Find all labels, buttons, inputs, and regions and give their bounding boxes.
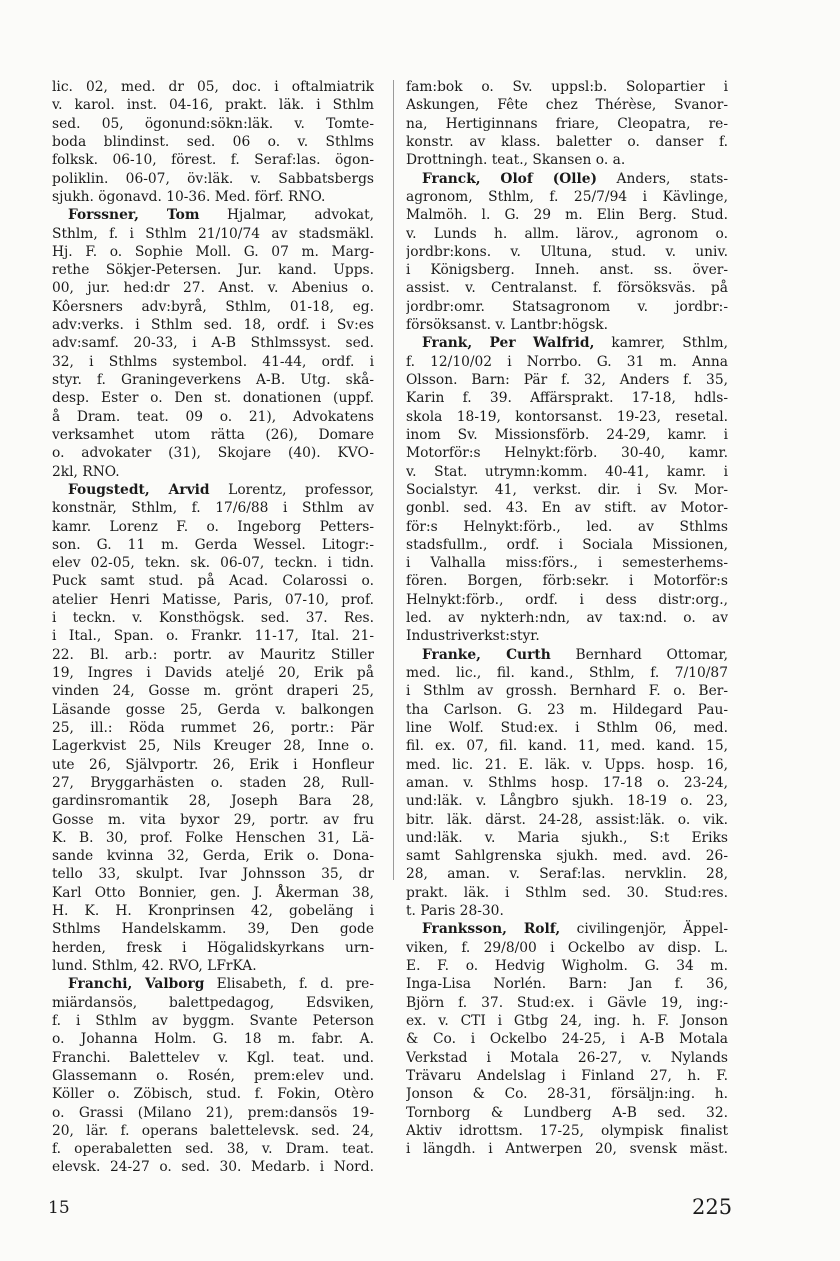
text-line [52, 261, 374, 279]
line-text: 20, lär. f. operans balettelevsk. sed. 24, [52, 1122, 374, 1139]
text-line [406, 719, 728, 737]
line-text: Puck samt stud. på Acad. Colarossi o. [52, 573, 374, 590]
text-line [406, 1085, 728, 1103]
text-line [52, 188, 374, 206]
line-text: fam:bok o. Sv. uppsl:b. Solopartier i [406, 79, 728, 95]
text-line [406, 261, 728, 279]
line-text: o. advokater (31), Skojare (40). KVO- [52, 445, 374, 462]
text-line [52, 1122, 374, 1140]
text-line [52, 115, 374, 133]
text-line [52, 1104, 374, 1122]
line-text: Tornborg & Lundberg A-B sed. 32. [406, 1104, 728, 1121]
text-line [52, 170, 374, 188]
text-line [406, 737, 728, 755]
text-line [406, 627, 728, 645]
line-text: elev 02-05, tekn. sk. 06-07, teckn. i tidn. [52, 555, 374, 572]
text-line [52, 96, 374, 114]
entry-headword: Franck, Olof (Olle) [422, 170, 598, 187]
text-line [52, 225, 374, 243]
text-line [52, 847, 374, 865]
text-line [406, 884, 728, 902]
line-text: atelier Henri Matisse, Paris, 07-10, prof. [52, 591, 374, 608]
line-text: t. Paris 28-30. [406, 903, 504, 920]
entry-first-line [52, 206, 374, 224]
line-text: prakt. läk. i Sthlm sed. 30. Stud:res. [406, 884, 728, 901]
line-text: stadsfullm., ordf. i Sociala Missionen, [406, 536, 728, 553]
line-text: Socialstyr. 41, verkst. dir. i Sv. Mor- [406, 481, 728, 498]
text-line [52, 756, 374, 774]
line-text: kamr. Lorenz F. o. Ingeborg Petters- [52, 518, 374, 535]
entry-headword: Franke, Curth [422, 646, 551, 663]
line-text: Trävaru Andelslag i Finland 27, h. F. [406, 1067, 728, 1084]
text-line [406, 1067, 728, 1085]
line-text: inom Sv. Missionsförb. 24-29, kamr. i [406, 426, 728, 443]
line-text: o. Johanna Holm. G. 18 m. fabr. A. [52, 1031, 374, 1048]
line-text: v. karol. inst. 04-16, prakt. läk. i Sthlm [52, 97, 374, 114]
text-line [52, 1085, 374, 1103]
line-text: 32, i Sthlms systembol. 41-44, ordf. i [52, 353, 374, 370]
text-line [406, 279, 728, 297]
line-text: Verkstad i Motala 26-27, v. Nylands [406, 1049, 728, 1066]
line-text: sande kvinna 32, Gerda, Erik o. Dona- [52, 848, 374, 865]
text-line [406, 206, 728, 224]
text-line [406, 1104, 728, 1122]
line-text: H. K. H. Kronprinsen 42, gobeläng i [52, 903, 374, 920]
line-text: Hjalmar, advokat, [199, 207, 374, 224]
line-text: med. lic., fil. kand., Sthlm, f. 7/10/87 [406, 665, 728, 681]
line-text: tello 33, skulpt. Ivar Johnsson 35, dr [52, 866, 374, 883]
line-text: 28, aman. v. Seraf:las. nervklin. 28, [406, 866, 728, 883]
line-text: Karl Otto Bonnier, gen. J. Åkerman 38, [52, 884, 374, 901]
text-line [52, 1030, 374, 1048]
text-line [52, 884, 374, 902]
text-line [406, 1012, 728, 1030]
line-text: aman. v. Sthlms hosp. 17-18 o. 23-24, [406, 774, 728, 791]
line-text: Askungen, Fête chez Thérèse, Svanor- [406, 97, 728, 114]
text-line [406, 994, 728, 1012]
entry-first-line [406, 646, 728, 664]
text-line [52, 133, 374, 151]
text-line [52, 792, 374, 810]
text-line [406, 1049, 728, 1067]
left-column [52, 78, 374, 1177]
text-line [52, 591, 374, 609]
line-text: kamrer, Sthlm, [594, 335, 728, 352]
text-line [52, 646, 374, 664]
text-line [406, 756, 728, 774]
line-text: f. operabaletten sed. 38, v. Dram. teat. [52, 1141, 374, 1158]
line-text: Lorentz, professor, [209, 481, 374, 498]
line-text: konstnär, Sthlm, f. 17/6/88 i Sthlm av [52, 500, 374, 517]
line-text: Kôersners adv:byrå, Sthlm, 01-18, eg. [52, 298, 374, 315]
line-text: Industriverkst:styr. [406, 628, 540, 645]
text-line [406, 316, 728, 334]
line-text: lund. Sthlm, 42. RVO, LFrKA. [52, 958, 257, 974]
text-line [406, 865, 728, 883]
line-text: led. av nykterh:ndn, av tax:nd. o. av [406, 610, 728, 627]
line-text: na, Hertiginnans friare, Cleopatra, re- [406, 115, 728, 132]
text-line [52, 1158, 374, 1176]
line-text: å Dram. teat. 09 o. 21), Advokatens [52, 408, 374, 425]
text-line [406, 188, 728, 206]
line-text: gardinsromantik 28, Joseph Bara 28, [52, 793, 374, 810]
line-text: i Ital., Span. o. Frankr. 11-17, Ital. 21- [52, 628, 374, 645]
text-line [406, 609, 728, 627]
text-line [406, 499, 728, 517]
text-line [406, 957, 728, 975]
line-text: försöksanst. v. Lantbr:högsk. [406, 317, 609, 334]
line-text: 27, Bryggarhästen o. staden 28, Rull- [52, 774, 374, 791]
text-line [406, 225, 728, 243]
line-text: i Valhalla miss:förs., i semesterhems- [406, 555, 728, 572]
text-line [52, 682, 374, 700]
line-text: rethe Sökjer-Petersen. Jur. kand. Upps. [52, 262, 374, 279]
text-line [52, 1012, 374, 1030]
text-line [406, 426, 728, 444]
line-text: son. G. 11 m. Gerda Wessel. Litogr:- [52, 536, 374, 553]
text-line [52, 902, 374, 920]
line-text: herden, fresk i Högalidskyrkans urn- [52, 939, 374, 956]
line-text: i Königsberg. Inneh. anst. ss. över- [406, 262, 728, 279]
line-text: fören. Borgen, förb:sekr. i Motorför:s [406, 573, 728, 590]
column-divider [393, 80, 394, 880]
line-text: miärdansös, balettpedagog, Edsviken, [52, 994, 374, 1011]
text-line [406, 536, 728, 554]
line-text: K. B. 30, prof. Folke Henschen 31, Lä- [52, 829, 374, 846]
line-text: gonbl. sed. 43. En av stift. av Motor- [406, 500, 728, 517]
text-line [52, 1049, 374, 1067]
line-text: Jonson & Co. 28-31, försäljn:ing. h. [406, 1086, 728, 1103]
entry-headword: Fougstedt, Arvid [68, 481, 210, 498]
text-line [406, 829, 728, 847]
line-text: 19, Ingres i Davids ateljé 20, Erik på [52, 665, 374, 681]
line-text: Inga-Lisa Norlén. Barn: Jan f. 36, [406, 976, 728, 993]
line-text: Sthlm, f. i Sthlm 21/10/74 av stadsmäkl. [52, 225, 374, 242]
line-text: desp. Ester o. Den st. donationen (uppf. [52, 390, 374, 407]
line-text: Lagerkvist 25, Nils Kreuger 28, Inne o. [52, 738, 374, 755]
text-line [52, 499, 374, 517]
line-text: bitr. läk. därst. 24-28, assist:läk. o. vik. [406, 811, 728, 828]
line-text: 22. Bl. arb.: portr. av Mauritz Stiller [52, 646, 374, 663]
text-line [406, 96, 728, 114]
text-line [406, 572, 728, 590]
line-text: agronom, Sthlm, f. 25/7/94 i Kävlinge, [406, 188, 728, 205]
text-line [52, 811, 374, 829]
text-line [52, 316, 374, 334]
line-text: konstr. av klass. baletter o. danser f. [406, 133, 728, 150]
right-column [406, 78, 728, 1158]
line-text: skola 18-19, kontorsanst. 19-23, resetal. [406, 408, 728, 425]
entry-first-line [406, 170, 728, 188]
line-text: o. Grassi (Milano 21), prem:dansös 19- [52, 1104, 374, 1121]
text-line [52, 957, 374, 975]
line-text: i Sthlm av grossh. Bernhard F. o. Ber- [406, 683, 728, 700]
line-text: line Wolf. Stud:ex. i Sthlm 06, med. [406, 719, 728, 736]
line-text: Björn f. 37. Stud:ex. i Gävle 19, ing:- [406, 994, 728, 1011]
line-text: 25, ill.: Röda rummet 26, portr.: Pär [52, 719, 374, 736]
text-line [52, 151, 374, 169]
line-text: Köller o. Zöbisch, stud. f. Fokin, Otèro [52, 1086, 374, 1103]
text-line [52, 279, 374, 297]
text-line [52, 426, 374, 444]
line-text: Hj. F. o. Sophie Moll. G. 07 m. Marg- [52, 243, 374, 260]
text-line [406, 847, 728, 865]
text-line [52, 609, 374, 627]
text-line [52, 78, 374, 96]
text-line [52, 939, 374, 957]
text-line [52, 737, 374, 755]
line-text: E. F. o. Hedvig Wigholm. G. 34 m. [406, 958, 728, 974]
line-text: f. 12/10/02 i Norrbo. G. 31 m. Anna [406, 353, 728, 370]
entry-first-line [52, 975, 374, 993]
text-line [52, 920, 374, 938]
text-line [406, 591, 728, 609]
line-text: ute 26, Självportr. 26, Erik i Honfleur [52, 756, 374, 773]
text-line [406, 518, 728, 536]
text-line [406, 481, 728, 499]
line-text: assist. v. Centralanst. f. försöksväs. på [406, 280, 728, 297]
line-text: folksk. 06-10, förest. f. Seraf:las. ögon- [52, 152, 374, 169]
line-text: Malmöh. l. G. 29 m. Elin Berg. Stud. [406, 207, 728, 224]
text-line [406, 792, 728, 810]
text-line [406, 664, 728, 682]
text-line [52, 719, 374, 737]
text-line [52, 865, 374, 883]
text-line [406, 151, 728, 169]
line-text: Karin f. 39. Affärsprakt. 17-18, hdls- [406, 390, 728, 407]
text-line [406, 243, 728, 261]
text-line [52, 829, 374, 847]
text-line [52, 463, 374, 481]
line-text: v. Lunds h. allm. lärov., agronom o. [406, 225, 728, 242]
text-line [52, 518, 374, 536]
text-line [406, 133, 728, 151]
text-line [52, 243, 374, 261]
text-line [406, 444, 728, 462]
text-line [52, 627, 374, 645]
line-text: Olsson. Barn: Pär f. 32, Anders f. 35, [406, 372, 728, 388]
line-text: & Co. i Ockelbo 24-25, i A-B Motala [406, 1031, 728, 1048]
line-text: tha Carlson. G. 23 m. Hildegard Pau- [406, 701, 728, 718]
text-line [406, 701, 728, 719]
text-line [52, 701, 374, 719]
text-line [406, 463, 728, 481]
entry-first-line [52, 481, 374, 499]
line-text: v. Stat. utrymn:komm. 40-41, kamr. i [406, 463, 728, 480]
text-line [52, 408, 374, 426]
line-text: Aktiv idrottsm. 17-25, olympisk finalist [406, 1122, 728, 1139]
text-line [406, 1030, 728, 1048]
line-text: adv:verks. i Sthlm sed. 18, ordf. i Sv:es [52, 317, 374, 334]
line-text: und:läk. v. Maria sjukh., S:t Eriks [406, 829, 728, 846]
line-text: Motorför:s Helnykt:förb. 30-40, kamr. [406, 445, 728, 462]
text-line [52, 994, 374, 1012]
text-line [52, 371, 374, 389]
entry-headword: Franksson, Rolf, [422, 921, 561, 938]
line-text: Elisabeth, f. d. pre- [204, 976, 374, 993]
line-text: sed. 05, ögonund:sökn:läk. v. Tomte- [52, 115, 374, 132]
line-text: lic. 02, med. dr 05, doc. i oftalmiatrik [52, 79, 374, 95]
text-line [52, 572, 374, 590]
page-number: 225 [692, 1195, 733, 1219]
line-text: för:s Helnykt:förb., led. av Sthlms [406, 518, 728, 535]
text-line [406, 389, 728, 407]
text-line [406, 975, 728, 993]
text-line [406, 408, 728, 426]
line-text: sjukh. ögonavd. 10-36. Med. förf. RNO. [52, 188, 326, 205]
text-line [52, 389, 374, 407]
line-text: Helnykt:förb., ordf. i dess distr:org., [406, 591, 728, 608]
text-line [406, 115, 728, 133]
line-text: viken, f. 29/8/00 i Ockelbo av disp. L. [406, 939, 728, 956]
text-line [52, 536, 374, 554]
text-line [406, 1140, 728, 1158]
text-line [406, 371, 728, 389]
text-line [52, 1067, 374, 1085]
text-line [406, 554, 728, 572]
text-line [52, 444, 374, 462]
line-text: i teckn. v. Konsthögsk. sed. 37. Res. [52, 610, 374, 627]
printer-signature: 15 [48, 1198, 70, 1218]
line-text: 00, jur. hed:dr 27. Anst. v. Abenius o. [52, 280, 374, 297]
line-text: civilingenjör, Äppel- [560, 921, 728, 938]
entry-first-line [406, 920, 728, 938]
line-text: verksamhet utom rätta (26), Domare [52, 426, 374, 443]
text-line [52, 1140, 374, 1158]
line-text: poliklin. 06-07, öv:läk. v. Sabbatsbergs [52, 170, 374, 187]
text-line [52, 353, 374, 371]
text-line [406, 682, 728, 700]
line-text: vinden 24, Gosse m. grönt draperi 25, [52, 683, 374, 700]
line-text: styr. f. Graningeverkens A-B. Utg. skå- [52, 372, 374, 388]
line-text: Franchi. Balettelev v. Kgl. teat. und. [52, 1049, 374, 1066]
line-text: elevsk. 24-27 o. sed. 30. Medarb. i Nord. [52, 1159, 374, 1176]
text-line [52, 298, 374, 316]
line-text: med. lic. 21. E. läk. v. Upps. hosp. 16, [406, 756, 728, 773]
line-text: Sthlms Handelskamm. 39, Den gode [52, 921, 374, 938]
entry-headword: Franchi, Valborg [68, 976, 205, 993]
entry-headword: Frank, Per Walfrid, [422, 335, 595, 352]
text-line [52, 554, 374, 572]
text-line [52, 334, 374, 352]
line-text: Glassemann o. Rosén, prem:elev und. [52, 1067, 374, 1084]
line-text: Gosse m. vita byxor 29, portr. av fru [52, 811, 374, 828]
line-text: samt Sahlgrenska sjukh. med. avd. 26- [406, 848, 728, 865]
line-text: Läsande gosse 25, Gerda v. balkongen [52, 701, 374, 718]
line-text: i längdh. i Antwerpen 20, svensk mäst. [406, 1141, 728, 1158]
text-line [406, 902, 728, 920]
line-text: Bernhard Ottomar, [550, 646, 728, 663]
text-line [406, 78, 728, 96]
text-line [406, 298, 728, 316]
text-line [52, 664, 374, 682]
line-text: jordbr:kons. v. Ultuna, stud. v. univ. [406, 243, 728, 260]
text-line [52, 774, 374, 792]
line-text: Drottningh. teat., Skansen o. a. [406, 152, 626, 169]
line-text: adv:samf. 20-33, i A-B Sthlmssyst. sed. [52, 335, 374, 352]
line-text: 2kl, RNO. [52, 463, 120, 480]
line-text: ex. v. CTI i Gtbg 24, ing. h. F. Jonson [406, 1012, 728, 1029]
entry-first-line [406, 334, 728, 352]
text-line [406, 353, 728, 371]
text-line [406, 774, 728, 792]
entry-headword: Forssner, Tom [68, 207, 200, 224]
line-text: jordbr:omr. Statsagronom v. jordbr:- [406, 298, 728, 315]
line-text: Anders, stats- [597, 170, 728, 187]
text-line [406, 1122, 728, 1140]
line-text: boda blindinst. sed. 06 o. v. Sthlms [52, 133, 374, 150]
line-text: f. i Sthlm av byggm. Svante Peterson [52, 1012, 374, 1029]
text-line [406, 939, 728, 957]
text-line [406, 811, 728, 829]
line-text: fil. ex. 07, fil. kand. 11, med. kand. 15, [406, 738, 728, 755]
line-text: und:läk. v. Långbro sjukh. 18-19 o. 23, [406, 793, 728, 810]
